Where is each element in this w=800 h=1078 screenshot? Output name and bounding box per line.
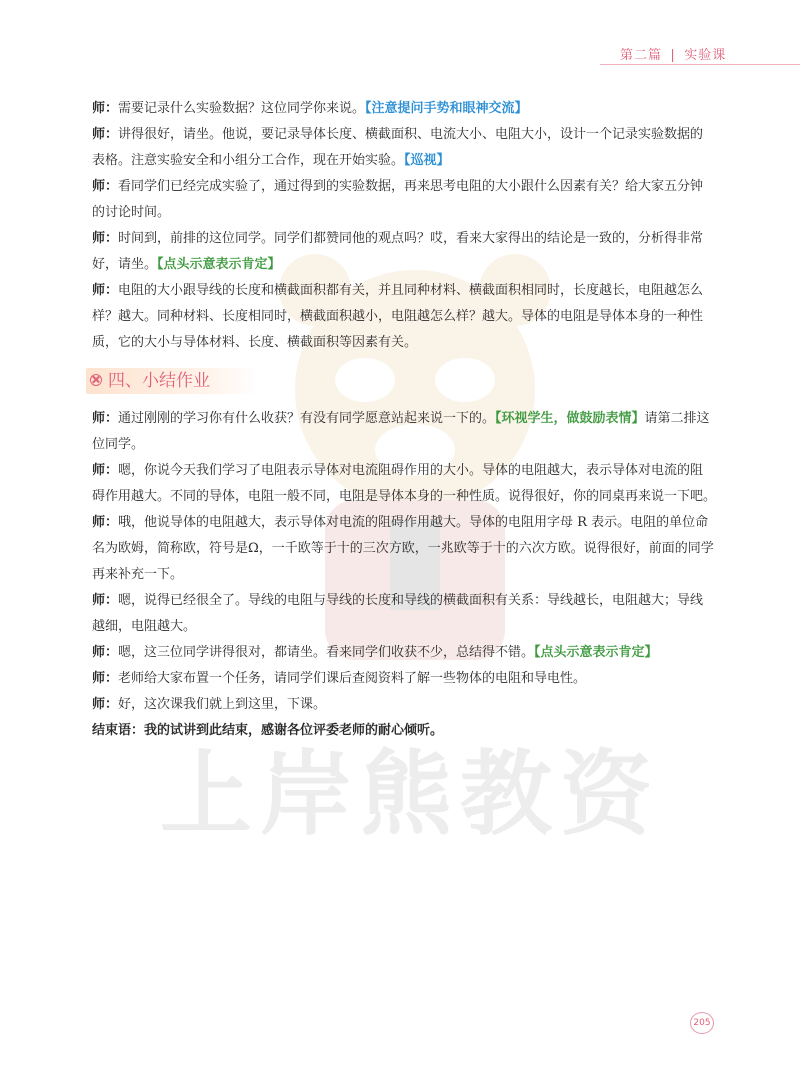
dialogue-paragraph <box>92 96 716 122</box>
dialogue-paragraph <box>92 406 716 458</box>
dialogue-text: 老师给大家布置一个任务，请同学们课后查阅资料了解一些物体的电阻和导电性。 <box>118 671 587 686</box>
dialogue-paragraph <box>92 278 716 356</box>
dialogue-text: 讲得很好，请坐。他说，要记录导体长度、横截面积、电流大小、电阻大小，设计一个记录实验数据的表格。注意实验安全和小组分工合作，现在开始实验。 <box>92 127 704 168</box>
stage-note: 【点头示意表示肯定】 <box>157 257 281 272</box>
dialogue-paragraph <box>92 174 716 226</box>
stage-note: 【巡视】 <box>404 153 450 168</box>
header-part: 第二篇 <box>620 48 663 63</box>
dialogue-paragraph <box>92 692 716 718</box>
dialogue-text: 嗯，你说今天我们学习了电阻表示导体对电流阻碍作用的大小。导体的电阻越大，表示导体对电流的阻碍作用越大。不同的导体，电阻一般不同，电阻是导体本身的一种性质。说得很好，你的同桌再来说一下吧。 <box>92 463 717 504</box>
stage-note: 【点头示意表示肯定】 <box>534 645 658 660</box>
speaker-label: 师： <box>92 593 119 608</box>
speaker-label: 师： <box>92 283 119 298</box>
speaker-label: 师： <box>92 515 119 530</box>
section-title: 四、小结作业 <box>108 371 210 391</box>
dialogue-text: 好，这次课我们就上到这里，下课。 <box>118 697 327 712</box>
speaker-label: 师： <box>92 127 119 142</box>
dialogue-paragraph <box>92 666 716 692</box>
dialogue-paragraph <box>92 640 716 666</box>
brand-watermark: 上岸熊教资 <box>159 741 660 848</box>
header-separator: ❘ <box>667 48 680 63</box>
closing-label: 结束语： <box>92 723 145 738</box>
circle-x-icon <box>90 374 102 386</box>
speaker-label: 师： <box>92 463 119 478</box>
dialogue-text: 通过刚刚的学习你有什么收获？有没有同学愿意站起来说一下的。 <box>118 411 496 426</box>
dialogue-text: 嗯，这三位同学讲得很对，都请坐。看来同学们收获不少，总结得不错。 <box>118 645 535 660</box>
dialogue-text-continued: 请第二排这位同学。 <box>92 411 710 452</box>
stage-note: 【环视学生，做鼓励表情】 <box>495 411 645 426</box>
dialogue-text: 需要记录什么实验数据？这位同学你来说。 <box>118 101 366 116</box>
speaker-label: 师： <box>92 645 119 660</box>
closing-text: 我的试讲到此结束，感谢各位评委老师的耐心倾听。 <box>144 723 444 738</box>
speaker-label: 师： <box>92 671 119 686</box>
dialogue-paragraph <box>92 510 716 588</box>
speaker-label: 师： <box>92 411 119 426</box>
lesson-content <box>92 96 716 744</box>
dialogue-paragraph <box>92 588 716 640</box>
stage-note: 【注意提问手势和眼神交流】 <box>365 101 528 116</box>
header-section-label <box>620 44 726 63</box>
speaker-label: 师： <box>92 697 119 712</box>
speaker-label: 师： <box>92 101 119 116</box>
header-rule <box>600 64 800 65</box>
dialogue-text: 嗯，说得已经很全了。导线的电阻与导线的长度和导线的横截面积有关系：导线越长，电阻越大；导线越细，电阻越大。 <box>92 593 704 634</box>
dialogue-paragraph <box>92 458 716 510</box>
dialogue-paragraph <box>92 226 716 278</box>
dialogue-text: 电阻的大小跟导线的长度和横截面积都有关，并且同种材料、横截面积相同时，长度越长，电阻越怎么样？越大。同种材料、长度相同时，横截面积越小，电阻越怎么样？越大。导体的电阻是导体本身的一种性质，它的大小与导体材料、长度、横截面积等因素有关。 <box>92 283 704 350</box>
page-number: 205 <box>690 1012 714 1034</box>
dialogue-text: 时间到，前排的这位同学。同学们都赞同他的观点吗？哎，看来大家得出的结论是一致的，分析得非常好，请坐。 <box>92 231 704 272</box>
dialogue-paragraph <box>92 122 716 174</box>
header-course: 实验课 <box>684 48 727 63</box>
dialogue-text: 哦，他说导体的电阻越大，表示导体对电流的阻碍作用越大。导体的电阻用字母 R 表示。电阻的单位命名为欧姆，简称欧，符号是Ω，一千欧等于十的三次方欧，一兆欧等于十的六次方欧。说得很好，前面的同学再来补充一下。 <box>92 515 714 582</box>
dialogue-text: 看同学们已经完成实验了，通过得到的实验数据，再来思考电阻的大小跟什么因素有关？给大家五分钟的讨论时间。 <box>92 179 704 220</box>
speaker-label: 师： <box>92 179 119 194</box>
section-heading <box>86 366 266 396</box>
page-header <box>600 42 800 66</box>
speaker-label: 师： <box>92 231 119 246</box>
